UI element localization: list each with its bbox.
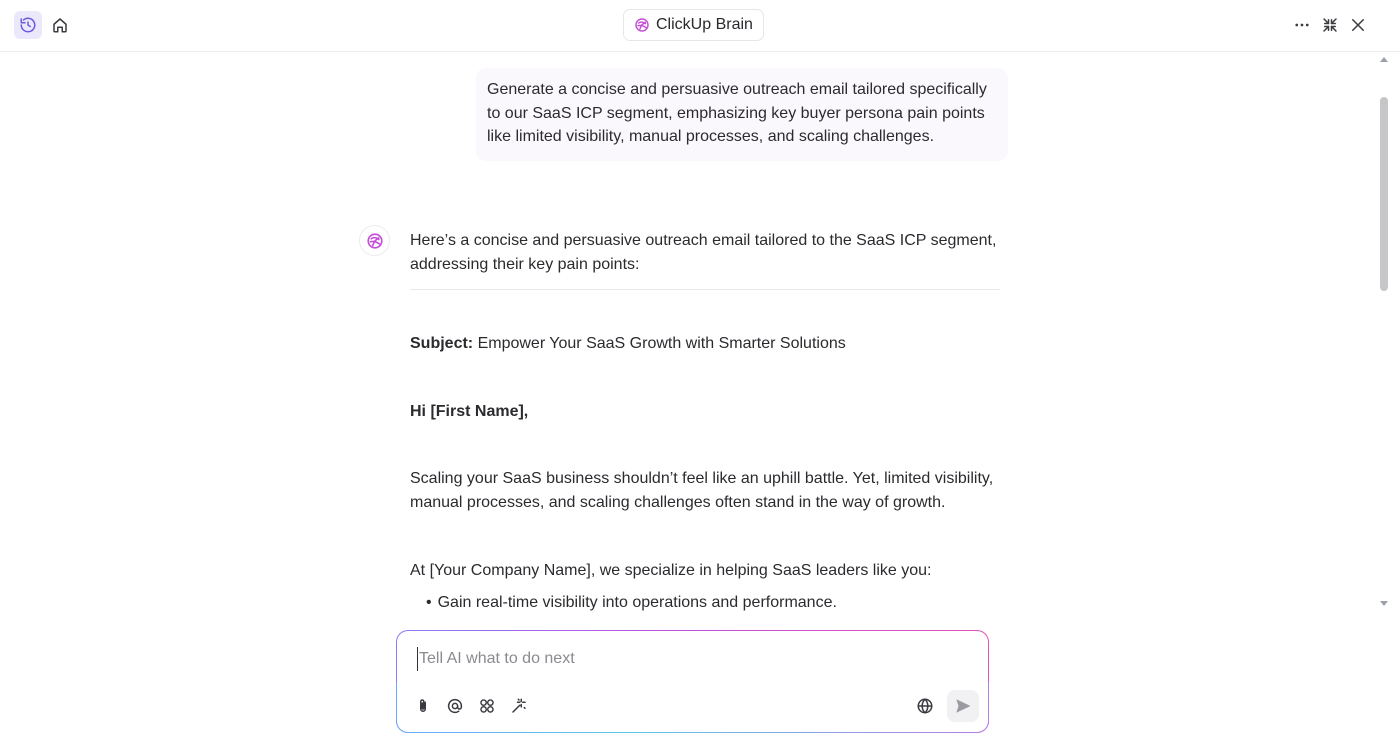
mention-button[interactable]	[444, 695, 466, 717]
send-button[interactable]	[947, 690, 979, 722]
scrollbar[interactable]	[1376, 53, 1392, 613]
composer-inner	[397, 631, 988, 732]
home-button[interactable]	[46, 11, 74, 39]
divider	[410, 289, 1000, 290]
ai-intro-text: Here’s a concise and persuasive outreach email tailored to the SaaS ICP segment, addressing their key pain points:	[410, 232, 997, 273]
email-subject	[410, 332, 1010, 356]
email-greeting: Hi [First Name],	[410, 403, 529, 420]
window-title: ClickUp Brain	[656, 16, 753, 33]
subject-text: Empower Your SaaS Growth with Smarter Solutions	[473, 335, 846, 352]
email-paragraph: Scaling your SaaS business shouldn’t feel like an uphill battle. Yet, limited visibility, manual processes, and scaling challenges often stand in the way of growth.	[410, 470, 994, 511]
prompt-input[interactable]	[417, 647, 957, 671]
send-icon	[954, 697, 972, 715]
mention-icon	[446, 697, 464, 715]
brain-title-pill[interactable]	[623, 9, 764, 41]
user-message: Generate a concise and persuasive outreach email tailored specifically to our SaaS ICP segment, emphasizing key buyer persona pain points like limited visibility, manual processes, and scaling challenges.	[476, 68, 1008, 161]
attach-button[interactable]	[412, 695, 434, 717]
brain-logo-icon	[634, 17, 650, 33]
ai-composer	[396, 630, 989, 733]
history-button[interactable]	[14, 11, 42, 39]
globe-icon	[916, 697, 934, 715]
more-icon	[1293, 16, 1311, 34]
integrations-button[interactable]	[476, 695, 498, 717]
more-button[interactable]	[1288, 11, 1316, 39]
integrations-icon	[478, 697, 496, 715]
email-bullet-item: • Gain real-time visibility into operations and performance.	[426, 591, 837, 615]
scroll-up-arrow-icon[interactable]	[1380, 57, 1388, 62]
ai-tools-button[interactable]	[508, 695, 530, 717]
brain-logo-icon	[366, 232, 384, 250]
ai-avatar	[359, 225, 390, 256]
close-icon	[1349, 16, 1367, 34]
home-icon	[51, 16, 69, 34]
collapse-icon	[1321, 16, 1339, 34]
history-icon	[19, 16, 37, 34]
scrollbar-thumb[interactable]	[1380, 97, 1388, 291]
subject-label: Subject:	[410, 335, 474, 352]
ai-sparkle-icon	[510, 697, 528, 715]
web-search-button[interactable]	[914, 695, 936, 717]
close-button[interactable]	[1344, 11, 1372, 39]
attach-icon	[414, 697, 432, 715]
scroll-down-arrow-icon[interactable]	[1380, 601, 1388, 606]
top-bar	[0, 0, 1400, 52]
collapse-button[interactable]	[1316, 11, 1344, 39]
email-paragraph: At [Your Company Name], we specialize in helping SaaS leaders like you:	[410, 562, 932, 579]
